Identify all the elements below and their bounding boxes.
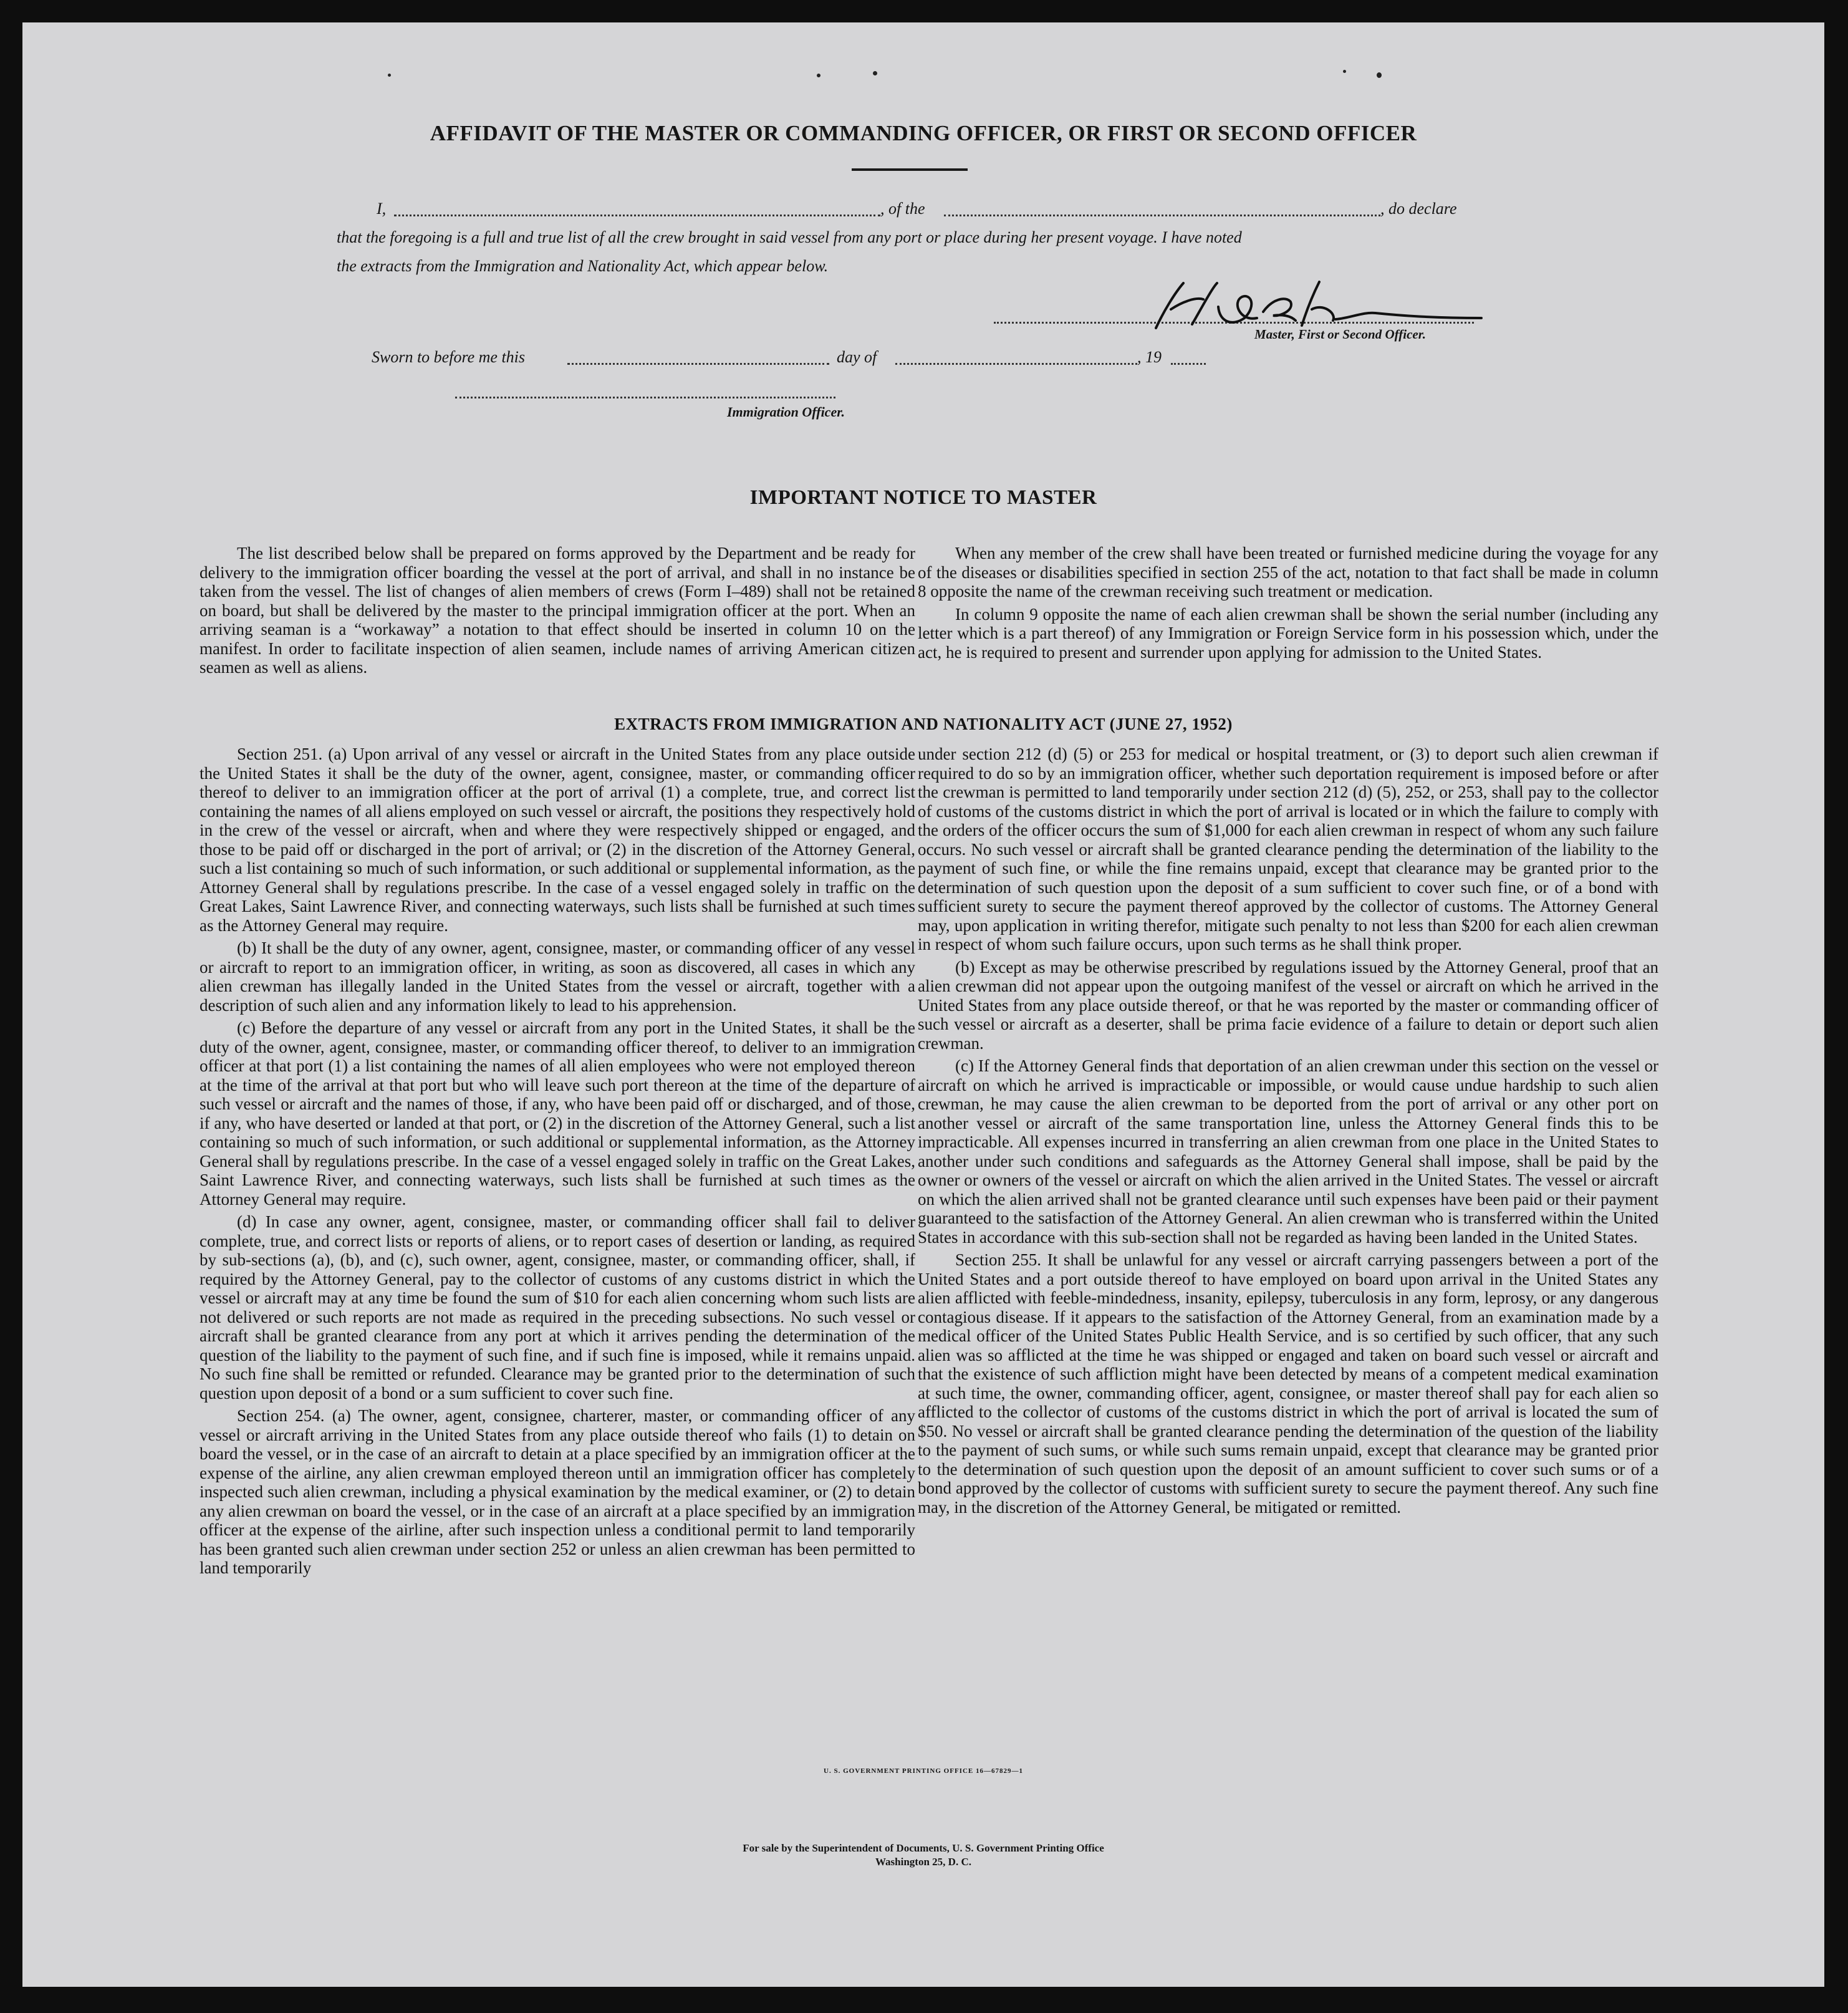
extracts-heading: EXTRACTS FROM IMMIGRATION AND NATIONALITY ACT (JUNE 27, 1952) xyxy=(614,715,1233,733)
statute-paragraph: (d) In case any owner, agent, consignee, master, or commanding officer shall fail to deliver complete, true, and correct lists or reports of aliens, or to report cases of desertion or landing, as required by sub-sections (a), (b), and (c), such owner, agent, consignee, master, or commanding officer, shall, if required by the Attorney General, pay to the collector of customs of any customs district in which the vessel or aircraft may at any time be found the sum of $10 for each alien concerning whom such lists are not delivered or such reports are not made as required in the preceding subsections. No such vessel or aircraft shall be granted clearance from any port at which it arrives pending the determination of the question of the liability to the payment of such fine, and if such fine is imposed, while it remains unpaid. No such fine shall be remitted or refunded. Clearance may be granted prior to the determination of such question upon deposit of a bond or a sum sufficient to cover such fine. xyxy=(200,1212,915,1402)
statute-paragraph: (b) It shall be the duty of any owner, agent, consignee, master, or commanding officer of any vessel or aircraft to report to an immigration officer, in writing, as soon as discovered, all cases in which any alien crewman has illegally landed in the United States from the vessel or aircraft, together with a description of such alien and any information likely to lead to his apprehension. xyxy=(200,939,915,1015)
statute-paragraph: Section 251. (a) Upon arrival of any vessel or aircraft in the United States from any place outside the United States it shall be the duty of the owner, agent, consignee, master, or commanding officer thereof to deliver to an immigration officer at the port of arrival (1) a complete, true, and correct list containing the names of all aliens employed on such vessel or aircraft, the positions they respectively hold in the crew of the vessel or aircraft, when and where they were respectively shipped or engaged, and those to be paid off or discharged in the port of arrival; or (2) in the discretion of the Attorney General, such a list containing so much of such information, or such additional or supplemental information, as the Attorney General shall by regulations prescribe. In the case of a vessel engaged solely in traffic on the Great Lakes, Saint Lawrence River, and connecting waterways, such lists shall be furnished at such times as the Attorney General may require. xyxy=(200,745,915,935)
statute-paragraph: Section 254. (a) The owner, agent, consignee, charterer, master, or commanding officer of any vessel or aircraft arriving in the United States from any place outside thereof who fails (1) to detain on board the vessel, or in the case of an aircraft to detain at a place specified by an immigration officer at the expense of the airline, any alien crewman employed thereon until an immigration officer has completely inspected such alien crewman, including a physical examination by the medical examiner, or (2) to detain any alien crewman on board the vessel, or in the case of an aircraft at a place specified by an immigration officer at the expense of the airline, after such inspection unless a conditional permit to land temporarily has been granted such alien crewman under section 252 or unless an alien crewman has been permitted to land temporarily xyxy=(200,1406,915,1577)
immigration-officer-signature-field[interactable] xyxy=(455,397,835,398)
notice-paragraph: In column 9 opposite the name of each alien crewman shall be shown the serial number (including any letter which is a part thereof) of any Immigration or Foreign Service form in his possession which, under the act, he is required to present and surrender upon applying for admission to the United States. xyxy=(918,604,1658,662)
day-of-label: day of xyxy=(837,348,877,366)
statute-paragraph: (c) If the Attorney General finds that deportation of an alien crewman under this section on the vessel or aircraft on which he arrived is impracticable or impossible, or would cause undue hardship to such alien crewman, he may cause the alien crewman to be deported from the port of arrival or any other port on another vessel or aircraft of the same transportation line, unless the Attorney General finds this to be impracticable. All expenses incurred in transferring an alien crewman from one place in the United States to another under such conditions and safeguards as the Attorney General shall impose, shall be paid by the owner or owners of the vessel or aircraft on which the alien arrived in the United States. The vessel or aircraft on which the alien arrived shall not be granted clearance until such expenses have been paid or their payment guaranteed to the satisfaction of the Attorney General. An alien crewman who is transferred within the United States in accordance with this sub-section shall not be regarded as having been landed in the United States. xyxy=(918,1056,1658,1247)
declarant-name-field[interactable] xyxy=(394,215,880,216)
sale-notice-line-1: For sale by the Superintendent of Documents, U. S. Government Printing Office xyxy=(743,1842,1104,1854)
signature-caption: Master, First or Second Officer. xyxy=(1254,327,1426,342)
statute-paragraph: (b) Except as may be otherwise prescribed by regulations issued by the Attorney General, proof that an alien crewman did not appear upon the outgoing manifest of the vessel or aircraft on which he arrived in the United States from any place outside thereof, or that he was reported by the master or commanding officer of such vessel or aircraft as a deserter, shall be prima facie evidence of a failure to detain or deport such alien crewman. xyxy=(918,957,1658,1053)
speck xyxy=(873,71,877,75)
form-page xyxy=(22,22,1824,1987)
printer-imprint: U. S. GOVERNMENT PRINTING OFFICE 16—67829—1 xyxy=(824,1767,1023,1775)
sworn-label: Sworn to before me this xyxy=(372,348,526,366)
officer-caption: Immigration Officer. xyxy=(727,404,845,420)
declarant-label: I, xyxy=(377,200,387,218)
notice-left-column xyxy=(200,544,915,681)
sworn-year-field[interactable] xyxy=(1171,363,1206,365)
speck xyxy=(1343,70,1346,73)
extracts-left-column xyxy=(200,745,915,1581)
sale-notice-line-2: Washington 25, D. C. xyxy=(875,1856,971,1868)
statute-paragraph: (c) Before the departure of any vessel or aircraft from any port in the United States, it shall be the duty of the owner, agent, consignee, master, or commanding officer thereof, to deliver to an immigration officer at that port (1) a list containing the names of all alien employees who were not employed thereon at the time of the arrival at that port but who will leave such port thereon at the time of the departure of such vessel or aircraft and the names of those, if any, who have been paid off or discharged, and of those, if any, who have deserted or landed at that port, or (2) in the discretion of the Attorney General, such a list containing so much of such information, or such additional or supplemental information, as the Attorney General shall by regulations prescribe. In the case of a vessel engaged solely in traffic on the Great Lakes, Saint Lawrence River, and connecting waterways, such lists shall be furnished at such times as the Attorney General may require. xyxy=(200,1018,915,1209)
year-label: , 19 xyxy=(1137,348,1162,366)
sworn-day-field[interactable] xyxy=(567,363,829,365)
statute-paragraph: Section 255. It shall be unlawful for any vessel or aircraft carrying passengers between a port of the United States and a port outside thereof to have employed on board upon arrival in the United States any alien afflicted with feeble-mindedness, insanity, epilepsy, tuberculosis in any form, leprosy, or any dangerous contagious disease. If it appears to the satisfaction of the Attorney General, from an examination made by a medical officer of the United States Public Health Service, and is so certified by such officer, that any such alien was so afflicted at the time he was shipped or engaged and taken on board such vessel or aircraft and that the existence of such affliction might have been detected by means of a competent medical examination at such time, the owner, commanding officer, agent, consignee, or master thereof shall pay for each alien so afflicted to the collector of customs of the customs district in which the port of arrival is located the sum of $50. No vessel or aircraft shall be granted clearance pending the determination of the question of the liability to the payment of such sums, or while such sums remain unpaid, except that clearance may be granted prior to the determination of such question upon the deposit of an amount sufficient to cover such sums or of a bond approved by the collector of customs with sufficient surety to secure the payment thereof. Any such fine may, in the discretion of the Attorney General, be mitigated or remitted. xyxy=(918,1250,1658,1517)
declare-label: , do declare xyxy=(1380,200,1457,218)
notice-paragraph: When any member of the crew shall have been treated or furnished medicine during the voyage for any of the diseases or disabilities specified in section 255 of the act, notation to that fact shall be made in column 8 opposite the name of the crewman receiving such treatment or medication. xyxy=(918,544,1658,601)
speck xyxy=(1377,72,1382,78)
vessel-label: , of the xyxy=(880,200,925,218)
declaration-line-2: that the foregoing is a full and true list of all the crew brought in said vessel from any port or place during her present voyage. I have noted xyxy=(337,228,1242,246)
sworn-month-field[interactable] xyxy=(895,363,1137,365)
extracts-right-column xyxy=(918,745,1658,1520)
vessel-name-field[interactable] xyxy=(944,215,1380,216)
speck xyxy=(817,74,821,77)
statute-paragraph: under section 212 (d) (5) or 253 for medical or hospital treatment, or (3) to deport such alien crewman if required to do so by an immigration officer, whether such deportation requirement is imposed before or after the crewman is permitted to land temporarily under section 212 (d) (5), 252, or 253, shall pay to the collector of customs of the customs district in which the port of arrival is located or in which the failure to comply with the orders of the officer occurs the sum of $1,000 for each alien crewman in respect of whom any such failure occurs. No such vessel or aircraft shall be granted clearance pending the determination of the liability to the payment of such fine, or while the fine remains unpaid, except that clearance may be granted prior to the determination of such question upon the deposit of a sum sufficient to cover such fine, or of a bond with sufficient surety to secure the payment thereof approved by the collector of customs. The Attorney General may, upon application in writing therefor, mitigate such penalty to not less than $200 for each alien crewman in respect of whom such failure occurs, upon such terms as he shall think proper. xyxy=(918,745,1658,953)
declaration-line-3: the extracts from the Immigration and Nationality Act, which appear below. xyxy=(337,257,829,275)
affidavit-title: AFFIDAVIT OF THE MASTER OR COMMANDING OFFICER, OR FIRST OR SECOND OFFICER xyxy=(430,121,1417,145)
notice-right-column xyxy=(918,544,1658,665)
notice-paragraph: The list described below shall be prepared on forms approved by the Department and be ready for delivery to the immigration officer boarding the vessel at the port of arrival, and shall in no instance be taken from the vessel. The list of changes of alien members of crews (Form I–489) shall not be retained on board, but shall be delivered by the master to the principal immigration officer at the port. When an arriving seaman is a “workaway” a notation to that effect should be inserted in column 10 on the manifest. In order to facilitate inspection of alien seamen, include names of arriving American citizen seamen as well as aliens. xyxy=(200,544,915,677)
title-rule xyxy=(852,168,968,171)
notice-heading: IMPORTANT NOTICE TO MASTER xyxy=(749,486,1097,509)
speck xyxy=(388,74,391,77)
